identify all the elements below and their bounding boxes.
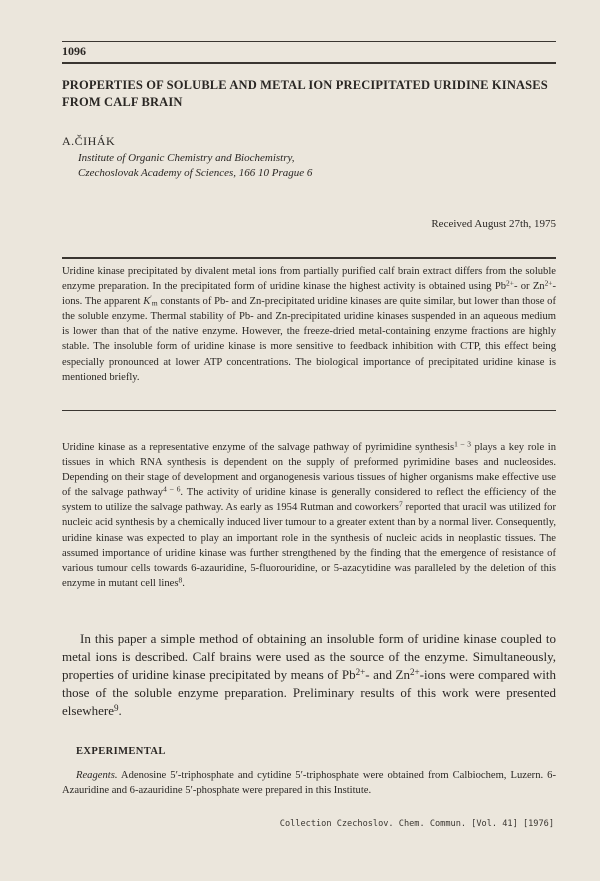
introduction-paragraph: Uridine kinase as a representative enzyme of the salvage pathway of pyrimidine synthesis$^{1 - 3}$ plays a key role in tissues in which RNA synthesis is dependent on the supply of preformed pyrimidine bases and nucleosides. Depending on their stage of development and organogenesis various tissues of higher organisms make effective use of the salvage pathway$^{4 - 6}$. The activity of uridine kinase is generally considered to reflect the efficiency of the system to utilize the salvage pathway. As early as 1954 Rutman and coworkers$^7$ reported that uracil was utilized for nucleic acid synthesis by a chemically induced liver tumour to a greater extent than by a normal liver. Consequently, uridine kinase was expected to play an important role in the synthesis of nucleic acids in neoplastic tissues. The assumed importance of uridine kinase was further strengthened by the finding that the emergence of resistance of various tumour cells towards 6-azauridine, 5-fluorouridine, or 5-azacytidine was paralleled by the deletion of this enzyme in mutant cell lines$^8$. (62, 439, 557, 589)
affiliation-line-2: Czechoslovak Academy of Sciences, 166 10 Prague 6 (78, 167, 313, 179)
affiliation-line-1: Institute of Organic Chemistry and Biochemistry, (78, 152, 295, 164)
reagents-paragraph: Reagents. Adenosine 5′-triphosphate and cytidine 5′-triphosphate were obtained from Calbiochem, Luzern. 6-Azauridine and 6-azauridine 5′-phosphate were prepared in this Institute. (62, 770, 556, 797)
page-number: 1096 (62, 44, 86, 58)
author-name: A.ČIHÁK (62, 134, 116, 148)
header-rule (62, 62, 556, 64)
top-rule (62, 41, 556, 42)
abstract-bottom-rule (62, 410, 556, 411)
journal-citation: Collection Czechoslov. Chem. Commun. [Vol. 41] [1976] (279, 819, 554, 829)
received-date: Received August 27th, 1975 (431, 218, 556, 230)
affiliation (78, 151, 312, 181)
abstract-top-rule (62, 257, 556, 259)
aim-paragraph: In this paper a simple method of obtaining an insoluble form of uridine kinase coupled to metal ions is described. Calf brains were used as the source of the enzyme. Simultaneously, properties of uridine kinase precipitated by means of $Pb^{2+}-$ and $Zn^{2+}$-ions were compared with those of the soluble enzyme preparation. Preliminary results of this work were presented elsewhere$^9$. (62, 631, 557, 718)
abstract: Uridine kinase precipitated by divalent metal ions from partially purified calf brain extract differs from the soluble enzyme preparation. In the precipitated form of uridine kinase the highest activity is obtained using $Pb^{2+}-$ or $Zn^{2+}$-ions. The apparent $K'_m$ constants of Pb- and Zn-precipitated uridine kinases are quite similar, but lower than those of the soluble enzyme. Thermal stability of Pb- and Zn-precipitated uridine kinases suspended in an aqueous medium is lower than that of the native enzyme. However, the freeze-dried metal-containing enzyme fractions are highly stable. The insoluble form of uridine kinase is more sensitive to feedback inhibition with CTP, this effect being especially pronounced at lower ATP concentrations. The biological importance of precipitated uridine kinase is mentioned briefly. (62, 266, 557, 383)
section-heading-experimental: EXPERIMENTAL (76, 746, 166, 757)
article-title: PROPERTIES OF SOLUBLE AND METAL ION PRECIPITATED URIDINE KINASES FROM CALF BRAIN (62, 78, 548, 109)
